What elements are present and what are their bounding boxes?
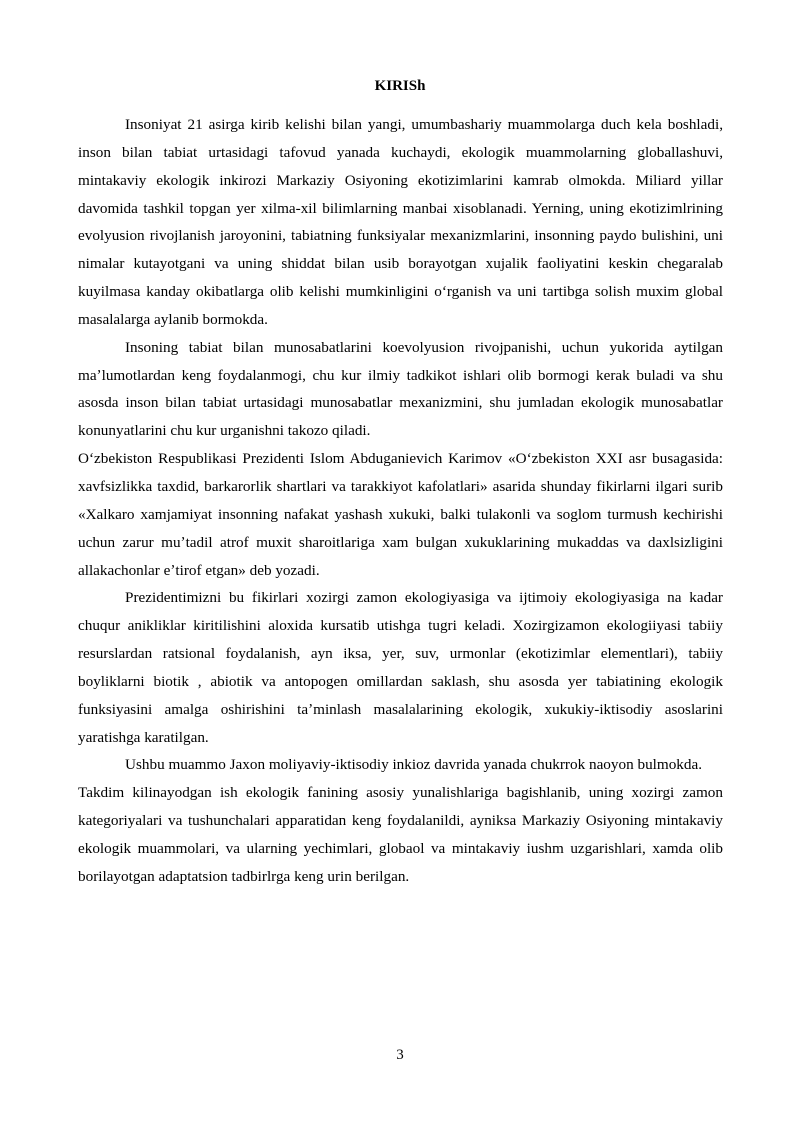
paragraph-modern-ecology: Prezidentimizni bu fikirlari xozirgi zamon ekologiyasiga va ijtimoiy ekologiyasiga na kadar chuqur anikliklar kiritilishini aloxida kursatib utishga tugri keladi. Xozirgizamon ekologiiyasi tabiiy resurslardan ratsional foydalanish, ayn iksa, yer, suv, urmonlar (ekotizimlar elementlari), tabiiy boyliklarni biotik , abiotik va antopogen omillardan saklash, shu asosda yer tabiatining ekologik funksiyasini amalga oshirishini taʼminlash masalalarining ekologik, xukukiy-iktisodiy asoslarini yaratishga karatilgan. [78,589,723,746]
paragraph-intro: Insoniyat 21 asirga kirib kelishi bilan yangi, umumbashariy muammolarga duch kela boshladi, inson bilan tabiat urtasidagi tafovud yanada kuchaydi, ekologik muammolarning globallashuvi, mintakaviy ekologik inkirozi Markaziy Osiyoning ekotizimlarini kamrab olmokda. Miliard yillar davomida tashkil topgan yer xilma-xil bilimlarning manbai xisoblanadi. Yerning, uning ekotizimlrining evolyusion rivojlanish jaroyonini, tabiatning funksiyalar mexanizmlarini, insonning paydo bulishini, uni nimalar kutayotgani va uning shiddat bilan usib borayotgan xujalik faoliyatini keskin chegaralab kuyilmasa kanday okibatlarga olib kelishi mumkinligini oʻrganish va uni tartibga solish muxim global masalalarga aylanib bormokda. [78,116,723,328]
paragraph-coevolution: Insoning tabiat bilan munosabatlarini koevolyusion rivojpanishi, uchun yukorida aytilgan maʼlumotlardan keng foydalanmogi, chu kur ilmiy tadkikot ishlari olib bormogi kerak buladi va shu asosda inson bilan tabiat urtasidagi munosabatlar mexanizmini, shu jumladan ekologik munosabatlar konunyatlarini chu kur urganishni takozo qiladi. [78,338,723,440]
paragraph-work-summary: Takdim kilinayodgan ish ekologik fanining asosiy yunalishlariga bagishlanib, uning xozirgi zamon kategoriyalari va tushunchalari apparatidan keng foydalanildi, ayniksa Markaziy Osiyoning mintakaviy ekologik muammolari, va ularning yechimlari, globaol va mintakaviy iushm uzgarishlari, xamda olib borilayotgan adaptatsion tadbirlrga keng urin berilgan. [78,784,723,885]
page-number: 3 [396,1047,404,1063]
paragraph-crisis: Ushbu muammo Jaxon moliyaviy-iktisodiy inkioz davrida yanada chukrrok naoyon bulmokda. [125,756,703,774]
page-title: KIRISh [374,78,426,94]
body-text [78,111,723,891]
paragraph-president-quote: Oʻzbekiston Respublikasi Prezidenti Islom Abduganievich Karimov «Oʻzbekiston XXI asr busagasida: xavfsizlikka taxdid, barkarorlik shartlari va tarakkiyot kafolatlari» asarida shunday fikirlarni ilgari surib «Xalkaro xamjamiyat insonning nafakat yashash xukuki, balki tulakonli va soglom turmush kechirishi uchun zarur muʼtadil atrof muxit sharoitlariga xam bulgan xukuklarining mukaddas va daxlsizligini allakachonlar eʼtirof etgan» deb yozadi. [78,450,723,579]
